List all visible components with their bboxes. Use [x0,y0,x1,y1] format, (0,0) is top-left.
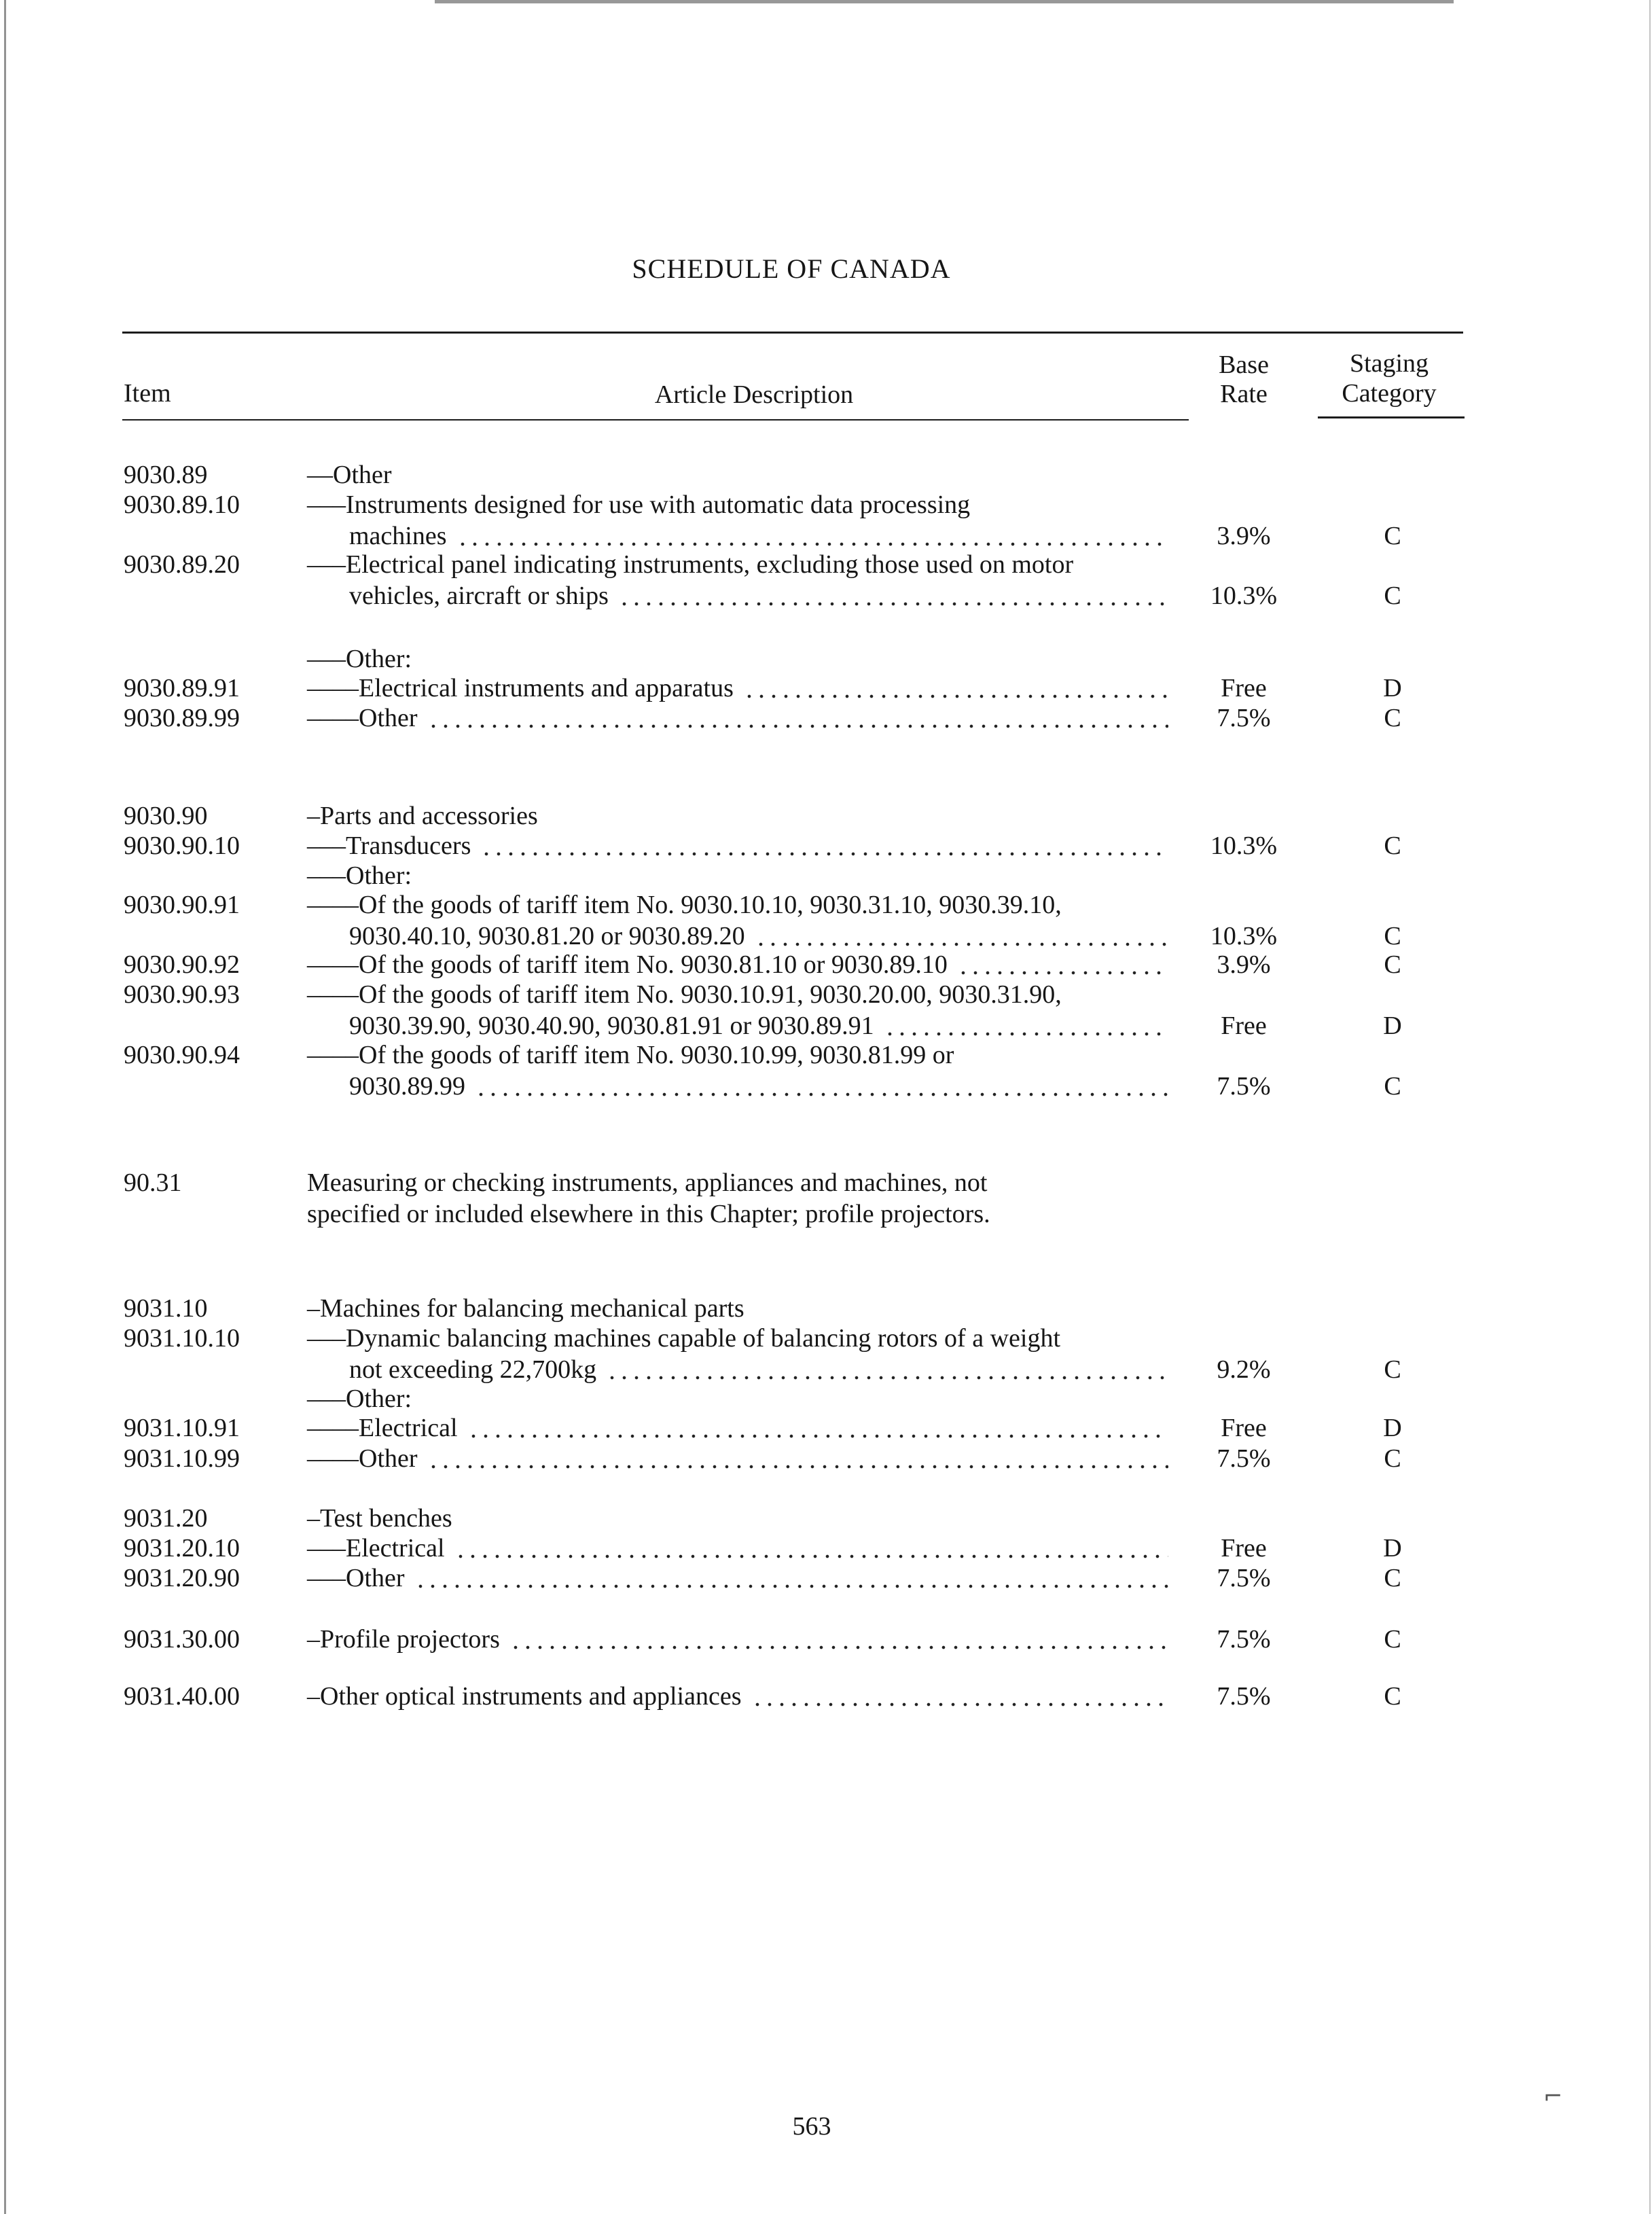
row-item-code: 9031.30.00 [124,1625,240,1654]
dot-leader [957,970,1168,976]
row-description: ––––Of the goods of tariff item No. 9030.10.91, 9030.20.00, 9030.31.90, [307,980,1062,1009]
dot-leader [751,1702,1168,1707]
dot-leader [618,601,1168,607]
row-staging-category: D [1383,1534,1402,1563]
row-description: –Other optical instruments and appliances [307,1682,742,1711]
row-base-rate: 7.5% [1217,1682,1271,1711]
row-item-code: 90.31 [124,1168,182,1197]
row-description: —Other [307,461,392,489]
row-item-code: 9031.20 [124,1504,208,1533]
row-item-code: 9030.89.99 [124,704,240,732]
row-item-code: 9030.90.91 [124,891,240,919]
row-item-code: 9031.20.10 [124,1534,240,1563]
row-staging-category: C [1384,832,1401,860]
row-item-code: 9031.40.00 [124,1682,240,1711]
header-description: Article Description [654,380,854,409]
row-description: –––Electrical panel indicating instruments, excluding those used on motor [307,550,1074,579]
row-item-code: 9031.10.91 [124,1414,240,1442]
row-description: –––Dynamic balancing machines capable of balancing rotors of a weight [307,1324,1060,1353]
dot-leader [606,1375,1168,1380]
row-description: –––Transducers [307,832,471,860]
row-staging-category: C [1384,1072,1401,1101]
row-description: –––Other [307,1564,405,1592]
row-staging-category: C [1384,1682,1401,1711]
row-base-rate: 3.9% [1217,522,1271,550]
dot-leader [884,1031,1168,1037]
row-base-rate: 7.5% [1217,1072,1271,1101]
dot-leader [456,541,1168,547]
row-base-rate: 7.5% [1217,1564,1271,1592]
corner-mark: ⌐ [1543,2083,1563,2110]
row-description: –––Other: [307,861,412,890]
row-base-rate: Free [1221,1414,1267,1442]
row-base-rate: 7.5% [1217,1625,1271,1654]
row-item-code: 9030.90.93 [124,980,240,1009]
row-item-code: 9031.10.10 [124,1324,240,1353]
row-description-continued: not exceeding 22,700kg [349,1355,597,1384]
header-rule-left [122,419,1189,421]
row-description: ––––Of the goods of tariff item No. 9030.10.10, 9030.31.10, 9030.39.10, [307,891,1062,919]
row-description: ––––Other [307,1444,418,1473]
dot-leader [743,694,1168,699]
scan-edge-right [1649,0,1651,2214]
row-item-code: 9030.89.10 [124,490,240,519]
dot-leader [755,942,1168,947]
row-description-continued: machines [349,522,447,550]
row-base-rate: 7.5% [1217,1444,1271,1473]
header-base-rate-line2: Rate [1220,380,1268,408]
dot-leader [467,1433,1168,1439]
row-description: –––Other: [307,1385,412,1413]
row-base-rate: Free [1221,674,1267,702]
row-base-rate: Free [1221,1012,1267,1040]
row-description: –Profile projectors [307,1625,500,1654]
row-description-continued: specified or included elsewhere in this Chapter; profile projectors. [307,1200,990,1228]
dot-leader [454,1554,1168,1559]
row-staging-category: C [1384,1444,1401,1473]
row-staging-category: D [1383,1012,1402,1040]
header-item: Item [124,379,171,408]
row-description: –––Other: [307,645,412,673]
row-item-code: 9030.89.91 [124,674,240,702]
header-staging-line1: Staging [1349,349,1429,378]
scan-edge-left [4,0,6,2214]
row-item-code: 9031.10 [124,1294,208,1323]
header-base-rate-line1: Base [1219,351,1269,379]
row-description: ––––Electrical instruments and apparatus [307,674,734,702]
row-base-rate: Free [1221,1534,1267,1563]
row-item-code: 9030.89 [124,461,208,489]
row-description: –––Instruments designed for use with automatic data processing [307,490,971,519]
row-item-code: 9030.90.92 [124,950,240,979]
row-staging-category: C [1384,922,1401,950]
row-base-rate: 7.5% [1217,704,1271,732]
row-item-code: 9030.90.94 [124,1041,240,1069]
table-top-rule [122,332,1463,334]
row-description: Measuring or checking instruments, appliances and machines, not [307,1168,988,1197]
dot-leader [427,1464,1168,1469]
row-description: –Test benches [307,1504,452,1533]
row-staging-category: C [1384,1355,1401,1384]
row-description: ––––Of the goods of tariff item No. 9030.81.10 or 9030.89.10 [307,950,948,979]
row-staging-category: C [1384,950,1401,979]
row-description: –Parts and accessories [307,802,538,830]
row-staging-category: D [1383,1414,1402,1442]
dot-leader [414,1584,1168,1589]
row-description-continued: 9030.89.99 [349,1072,465,1101]
row-description-continued: 9030.40.10, 9030.81.20 or 9030.89.20 [349,922,745,950]
dot-leader [427,724,1168,729]
scan-edge-top [435,0,1454,3]
row-description: –Machines for balancing mechanical parts [307,1294,744,1323]
row-item-code: 9031.20.90 [124,1564,240,1592]
row-item-code: 9030.90 [124,802,208,830]
row-staging-category: C [1384,704,1401,732]
row-description: ––––Of the goods of tariff item No. 9030.10.99, 9030.81.99 or [307,1041,954,1069]
row-item-code: 9031.10.99 [124,1444,240,1473]
row-item-code: 9030.90.10 [124,832,240,860]
row-staging-category: C [1384,1564,1401,1592]
row-staging-category: C [1384,522,1401,550]
row-base-rate: 9.2% [1217,1355,1271,1384]
row-base-rate: 3.9% [1217,950,1271,979]
header-rule-right [1318,416,1465,418]
dot-leader [475,1092,1168,1097]
row-description: ––––Other [307,704,418,732]
row-item-code: 9030.89.20 [124,550,240,579]
row-description: –––Electrical [307,1534,445,1563]
page-number: 563 [792,2112,831,2141]
page-title: SCHEDULE OF CANADA [632,253,951,284]
row-staging-category: C [1384,582,1401,610]
row-description: ––––Electrical [307,1414,458,1442]
row-staging-category: D [1383,674,1402,702]
row-description-continued: vehicles, aircraft or ships [349,582,609,610]
row-description-continued: 9030.39.90, 9030.40.90, 9030.81.91 or 9030.89.91 [349,1012,874,1040]
dot-leader [509,1645,1168,1650]
row-base-rate: 10.3% [1210,922,1278,950]
dot-leader [480,851,1168,857]
row-staging-category: C [1384,1625,1401,1654]
row-base-rate: 10.3% [1210,832,1278,860]
header-staging-line2: Category [1342,379,1437,408]
row-base-rate: 10.3% [1210,582,1278,610]
